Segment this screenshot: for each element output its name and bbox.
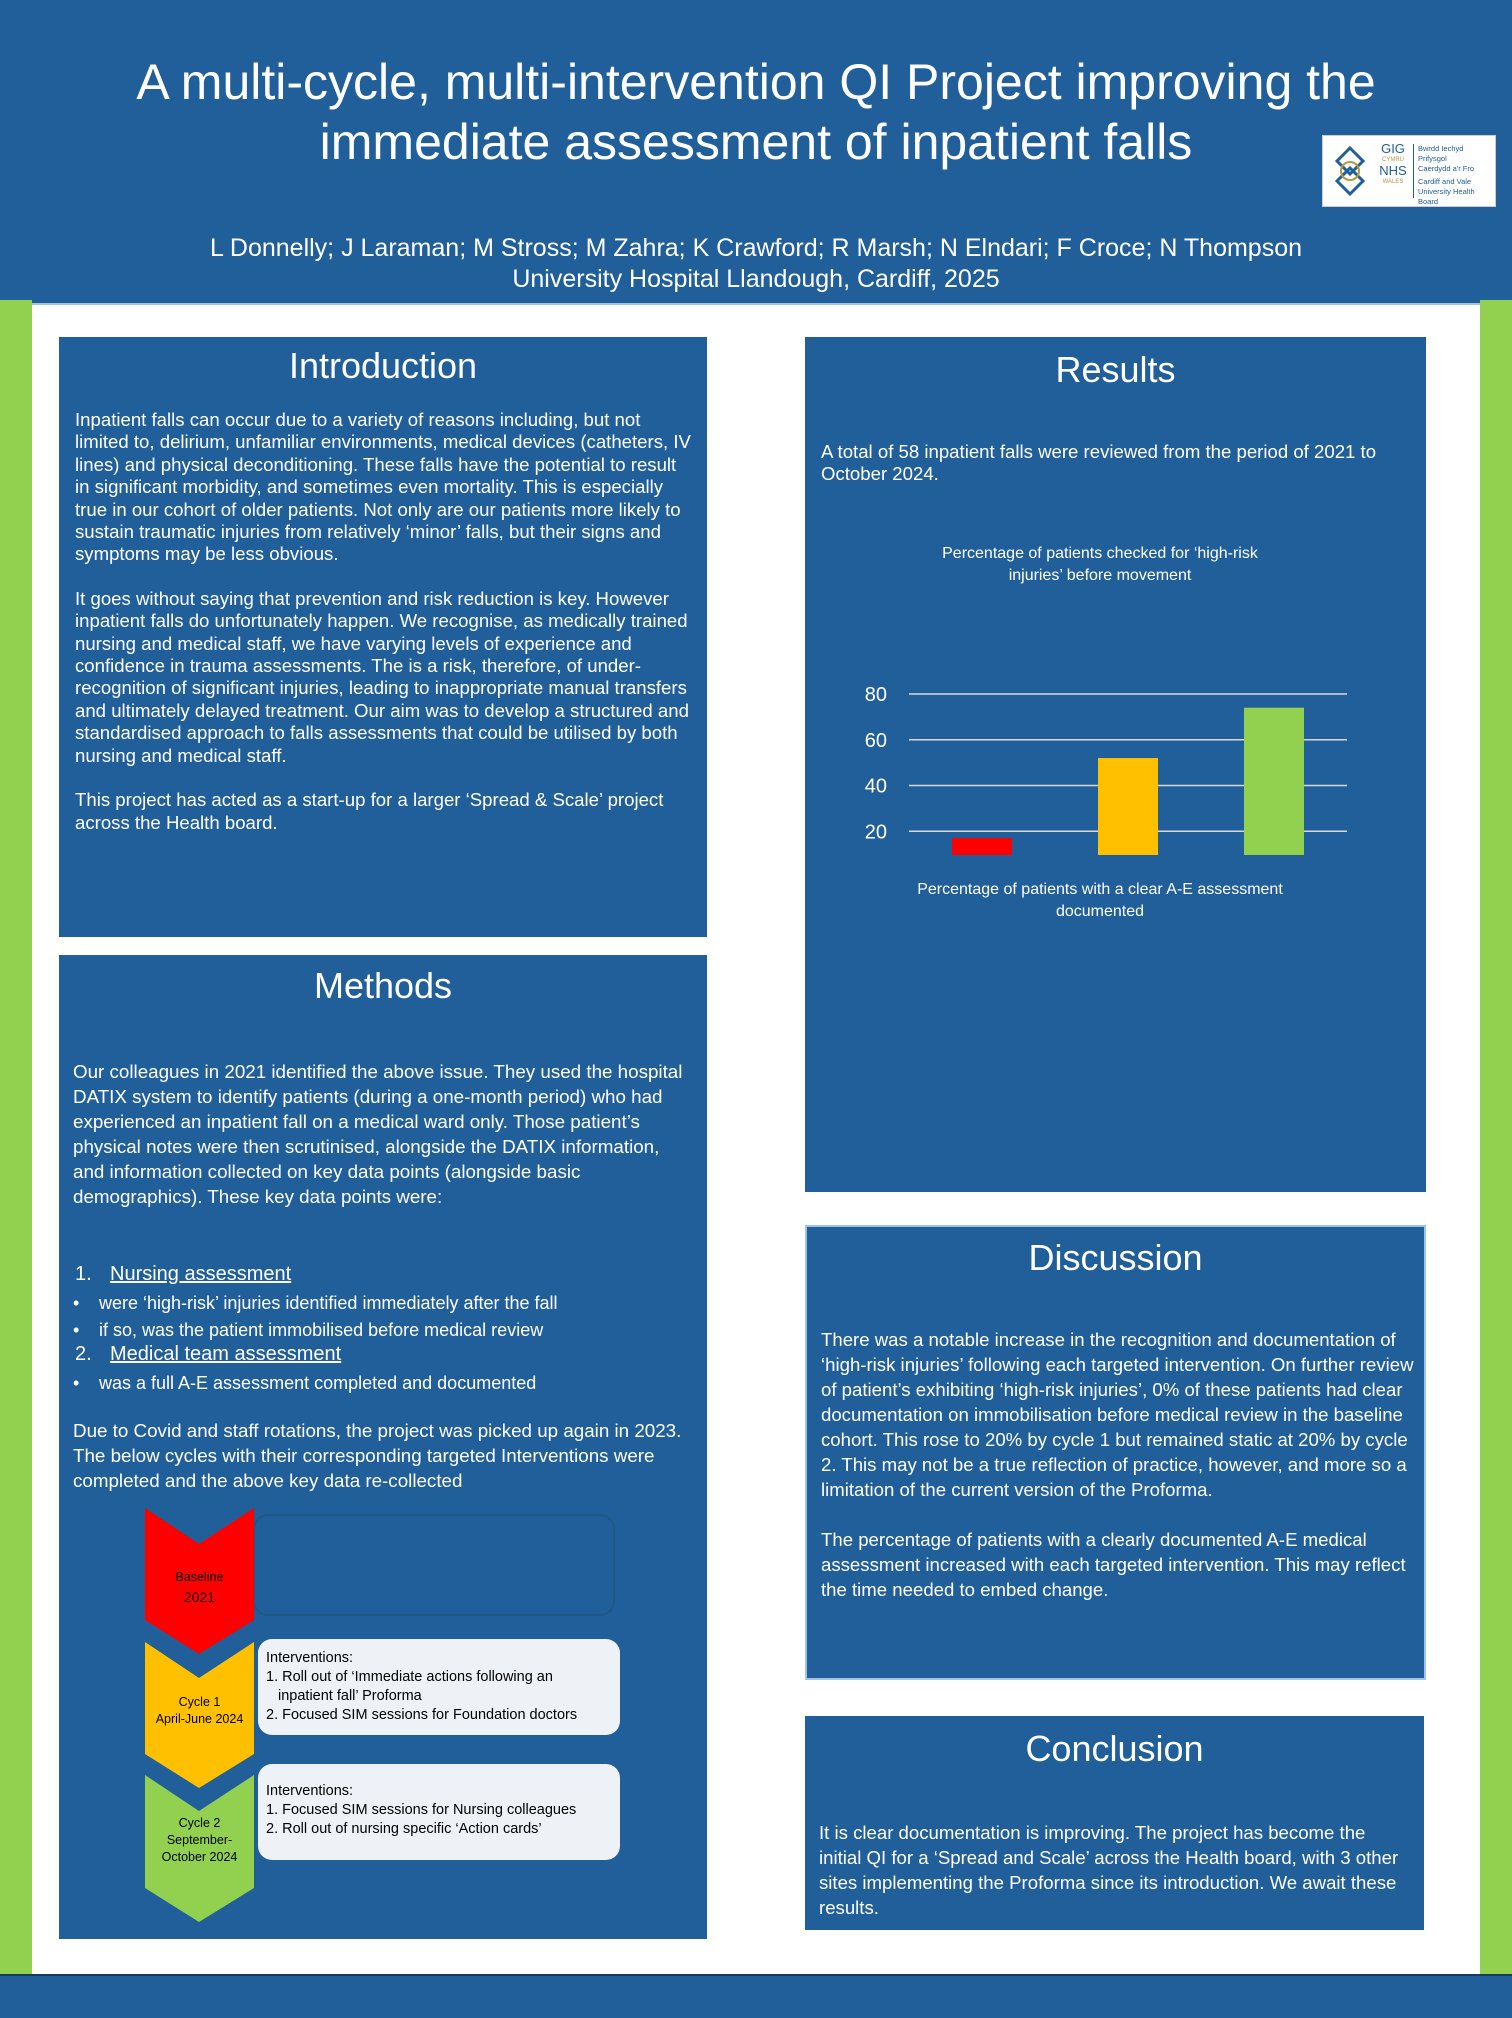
introduction-panel: [59, 337, 707, 937]
logo-divider: [1413, 144, 1414, 198]
chart-1-bar-end-of-cycle-2: [1244, 708, 1304, 855]
author-block: [40, 233, 1472, 295]
nhs-wales-wordmark: GIG CYMRU NHS WALES: [1379, 141, 1407, 185]
title-line-2: immediate assessment of inpatient falls: [319, 114, 1193, 170]
results-summary: A total of 58 inpatient falls were reviewed from the period of 2021 to October 2024.: [821, 441, 1377, 485]
conclusion-heading: Conclusion: [1025, 1728, 1204, 1769]
affiliation: University Hospital Llandough, Cardiff, 2025: [512, 265, 1000, 293]
bottom-bar: [0, 1974, 1512, 2018]
authors: L Donnelly; J Laraman; M Stross; M Zahra; K Crawford; R Marsh; N Elndari; F Croce; N Thompson: [209, 234, 1303, 262]
cycle-2-interventions: Interventions: 1. Focused SIM sessions for Nursing colleagues 2. Roll out of nursing specific ‘Action cards’: [258, 1764, 620, 1860]
chart-1-ytick-label: 20: [864, 821, 887, 844]
introduction-paragraph-3: This project has acted as a start-up for a larger ‘Spread & Scale’ project across the Health board.: [75, 789, 664, 833]
cycle-1-interventions: Interventions: 1. Roll out of ‘Immediate actions following an inpatient fall’ Proforma 2. Focused SIM sessions for Foundation doctors: [258, 1639, 620, 1735]
chart-1-ytick-label: 80: [864, 684, 887, 706]
chart-1-bar-end-of-cycle-1: [1098, 758, 1158, 855]
discussion-text: [821, 1327, 1416, 1602]
left-green-border: [0, 300, 32, 1980]
cycle-1-label: Cycle 1 April-June 2024: [155, 1695, 244, 1726]
title-line-1: A multi-cycle, multi-intervention QI Project improving the: [136, 54, 1376, 110]
health-board-name: Bwrdd Iechyd Prifysgol Caerdydd a'r Fro Cardiff and Vale University Health Board: [1418, 144, 1475, 206]
discussion-paragraph-2: The percentage of patients with a clearly documented A-E medical assessment increased with each targeted intervention. This may reflect the time needed to embed change.: [821, 1529, 1406, 1600]
cycle-2-label: Cycle 2 September- October 2024: [161, 1816, 238, 1864]
poster-title: [40, 52, 1472, 172]
baseline-box: [254, 1515, 614, 1615]
baseline-label: Baseline 2021: [175, 1570, 224, 1605]
discussion-heading: Discussion: [1028, 1237, 1203, 1278]
chart-1-title: Percentage of patients checked for ‘high-risk injuries’ before movement: [942, 545, 1258, 584]
methods-paragraph-1: Our colleagues in 2021 identified the above issue. They used the hospital DATIX system to identify patients (during a one-month period) who had experienced an inpatient fall on a medical ward only. Those patient’s physical notes were then scrutinised, alongside the DATIX information, and information collected on key data points (alongside basic demographics). These key data points were:: [73, 1061, 683, 1207]
introduction-heading: Introduction: [288, 345, 478, 386]
chart-2-title: Percentage of patients with a clear A-E assessment documented: [917, 881, 1283, 920]
chart-2: [805, 931, 1426, 1181]
conclusion-panel: [805, 1716, 1424, 1930]
right-green-border: [1480, 300, 1512, 1980]
chart-1: [805, 595, 1426, 855]
discussion-paragraph-1: There was a notable increase in the recognition and documentation of ‘high-risk injuries’ following each targeted intervention. On further review of patient’s exhibiting ‘high-risk injuries’, 0% of these patients had clear documentation on immobilisation before medical review in the baseline cohort. This rose to 20% by cycle 1 but remained static at 20% by cycle 2. This may not be a true reflection of practice, however, and more so a limitation of the current version of the Proforma.: [821, 1329, 1414, 1500]
chart-1-bar-baseline: [952, 838, 1012, 855]
discussion-panel: [805, 1225, 1426, 1680]
introduction-paragraph-1: Inpatient falls can occur due to a variety of reasons including, but not limited to, delirium, unfamiliar environments, medical devices (catheters, IV lines) and physical deconditioning. These falls have the potential to result in significant morbidity, and sometimes even mortality. This is especially true in our cohort of older patients. Not only are our patients more likely to sustain traumatic injuries from relatively ‘minor’ falls, but their signs and symptoms may be less obvious.: [75, 409, 691, 565]
methods-panel: Methods Our colleagues in 2021 identified the above issue. They used the hospital DATIX system to identify patients (during a one-month period) who had experienced an inpatient fall on a medical ward only. Those patient’s physical notes were then scrutinised, alongside the DATIX information, and information collected on key data points (alongside basic demographics). These key data points were: 1. Nursing assessment • were ‘high-risk’ injuries identified immediately after the fall • if so, was the patient immobilised before medical review 2. Medical team assessment • was a full A-E assessment completed and documented Due to Covid and staff rotations, the project was picked up again in 2023. The below cycles with their corresponding targeted Interventions were completed and the above key data re-collected Baseline 2021 Cycle 1 April-June 2024 Cycle 2 September- October 2024 Interventions: 1. Roll out of ‘Immediate actions following an inpatient fall’ Proforma 2. Focused SIM sessions for Foundation doctors Interventions: 1. Focused SIM sessions for Nursing colleagues 2. Roll out of nursing specific ‘Action cards’: [59, 955, 707, 1939]
nhs-wales-logo: [1322, 135, 1496, 207]
introduction-paragraph-2: It goes without saying that prevention and risk reduction is key. However inpatient falls do unfortunately happen. We recognise, as medically trained nursing and medical staff, we have varying levels of experience and confidence in trauma assessments. The is a risk, therefore, of under-recognition of significant injuries, leading to inappropriate manual transfers and ultimately delayed treatment. Our aim was to develop a structured and standardised approach to falls assessments that could be utilised by both nursing and medical staff.: [75, 587, 689, 766]
poster-header: [0, 0, 1512, 305]
chart-1-ytick-label: 60: [864, 729, 887, 752]
knot-emblem-icon: [1329, 142, 1371, 200]
chart-1-ytick-label: 40: [864, 775, 887, 798]
introduction-text: [75, 409, 691, 834]
methods-heading: Methods: [313, 965, 453, 1006]
methods-paragraph-2: Due to Covid and staff rotations, the project was picked up again in 2023. The below cycles with their corresponding targeted Interventions were completed and the above key data re-collected: [73, 1420, 682, 1491]
results-panel: [805, 337, 1426, 1192]
results-heading: Results: [1055, 349, 1176, 390]
conclusion-paragraph: It is clear documentation is improving. The project has become the initial QI for a ‘Spread and Scale’ across the Health board, with 3 other sites implementing the Proforma since its introduction. We await these results.: [819, 1822, 1399, 1918]
